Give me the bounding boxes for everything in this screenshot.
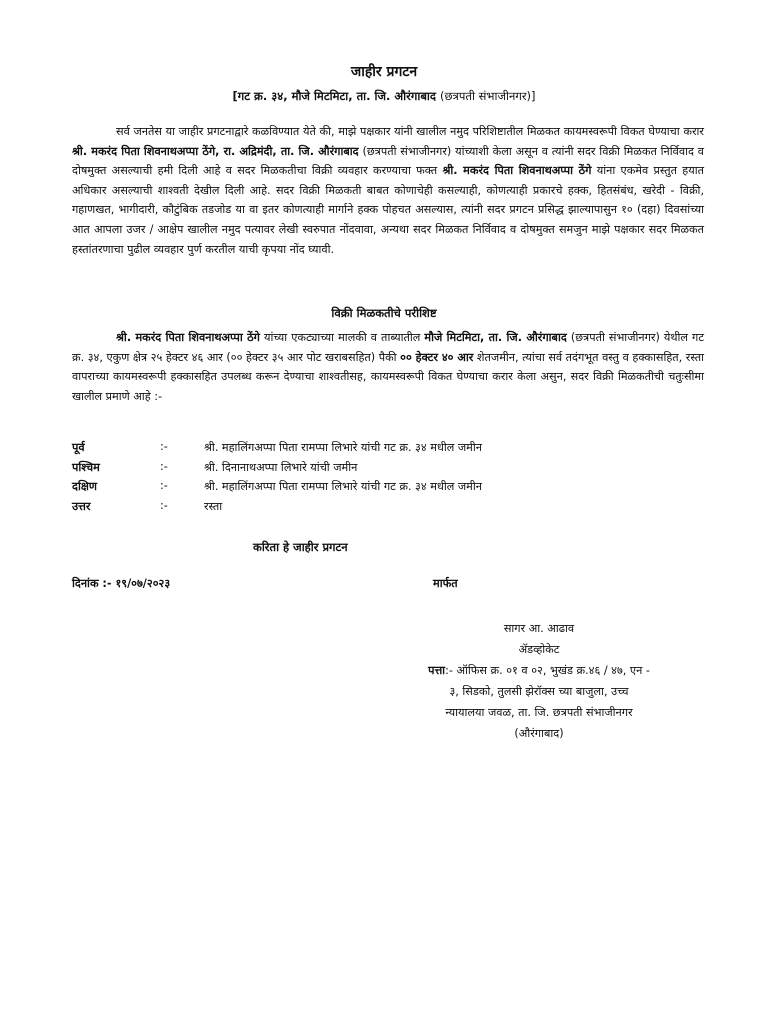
paragraph-text: यांना एकमेव प्रस्तुत हयात अधिकार असल्याची शाश्वती देखील दिली आहे. सदर विक्री मिळकती बाबत कोणाचेही कसल्याही, कोणत्याही प्रकारचे हक्क, हितसंबंध, खरेदी - विक्री, गहाणखत, भागीदारी, कौटुंबिक तडजोड या वा इतर कोणत्याही मार्गाने हक्क पोहचत असल्यास, त्यांनी सदर प्रगटन प्रसिद्ध झाल्यापासुन १० (दहा) दिवसांच्या आत आपला उजर / आक्षेप खालील नमुद पत्यावर लेखी स्वरुपात नोंदवावा, अन्यथा सदर मिळकत निर्विवाद व दोषमुक्त समजुन माझे पक्षकार सदर मिळकत हस्तांतरणाचा पुढील व्यवहार पुर्ण करतील याची कृपया नोंद घ्यावी. <box>72 164 704 256</box>
boundary-direction: पश्चिम <box>72 460 100 474</box>
address-line: ३, सिडको, तुलसी झेरॉक्स च्या बाजुला, उच्च <box>449 685 629 698</box>
address-line: (औरंगाबाद) <box>514 727 564 740</box>
advocate-designation: ॲडव्होकेट <box>518 643 560 656</box>
address-line <box>380 660 698 681</box>
boundary-row-west <box>72 460 482 480</box>
paragraph-text: (छत्रपती संभाजीनगर) यांच्याशी केला असून व त्यांनी सदर विक्री मिळकत निर्विवाद व दोषमुक्त असल्याची हमी दिली आहे व सदर मिळकतीचा विक्री व्यवहार करण्याचा फक्त <box>72 144 705 178</box>
schedule-heading: विक्री मिळकतीचे परीशिष्ट <box>331 306 437 320</box>
notice-paragraph <box>72 122 704 259</box>
boundary-separator: :- <box>160 459 168 473</box>
boundary-row-south <box>72 479 482 499</box>
paragraph-text: शेतजमीन, त्यांचा सर्व तदंगभूत वस्तु व हक्कासहित, रस्ता वापराच्या कायमस्वरूपी हक्कासहित उपलब्ध करून देण्याचा शाश्वतीसह, कायमस्वरूपी विकत घेण्याचा करार केला असुन, सदर विक्री मिळकतीची चतुःसीमा खालील प्रमाणे आहे :- <box>72 350 705 403</box>
boundary-row-north <box>72 499 482 519</box>
owner-name: श्री. मकरंद पिता शिवनाथअप्पा ठेंगे <box>442 164 592 178</box>
page-subtitle <box>0 89 768 104</box>
boundary-text: रस्ता <box>204 499 223 513</box>
boundary-separator: :- <box>160 498 168 512</box>
address-text: :- ऑफिस क्र. ०१ व ०२, भुखंड क्र.४६ / ४७, एन - <box>445 664 650 677</box>
owner-name-address: श्री. मकरंद पिता शिवनाथअप्पा ठेंगे, रा. अद्रिमंदी, ता. जि. औरंगाबाद <box>72 144 359 158</box>
through-label: मार्फत <box>433 577 458 590</box>
boundary-text: श्री. दिनानाथअप्पा लिभारे यांची जमीन <box>204 460 358 474</box>
land-area: ०० हेक्टर ४० आर <box>400 350 474 364</box>
boundaries-table <box>72 440 482 518</box>
boundary-direction: दक्षिण <box>72 480 97 494</box>
village-name: मौजे मिटमिटा, ता. जि. औरंगाबाद <box>424 331 567 344</box>
paragraph-text: यांच्या एकट्याच्या मालकी व ताब्यातील <box>259 331 425 344</box>
boundary-separator: :- <box>160 479 168 493</box>
boundary-separator: :- <box>160 440 168 453</box>
advocate-name: सागर आ. आढाव <box>503 622 575 635</box>
address-label: पत्ता <box>428 664 446 677</box>
address-line: न्यायालया जवळ, ता. जि. छत्रपती संभाजीनगर <box>445 706 633 719</box>
boundary-text: श्री. महालिंगअप्पा पिता रामप्पा लिभारे यांची गट क्र. ३४ मधील जमीन <box>204 480 482 494</box>
notice-date: दिनांक :- १९/०७/२०२३ <box>72 577 171 590</box>
boundary-row-east <box>72 440 482 460</box>
boundary-direction: उत्तर <box>72 499 91 513</box>
boundary-direction: पूर्व <box>72 441 85 454</box>
paragraph-text: (छत्रपती संभाजीनगर) येथील गट क्र. ३४, एकुण क्षेत्र २५ हेक्टर ४६ आर (०० हेक्टर ३५ आर पोट खराबसहित) पैकी <box>72 331 704 364</box>
signature-block <box>380 618 698 744</box>
subtitle-normal-part: (छत्रपती संभाजीनगर)] <box>440 89 536 103</box>
page-title: जाहीर प्रगटन <box>350 64 418 80</box>
notice-closing: करिता हे जाहीर प्रगटन <box>253 540 348 554</box>
boundary-text: श्री. महालिंगअप्पा पिता रामप्पा लिभारे यांची गट क्र. ३४ मधील जमीन <box>204 441 482 454</box>
schedule-paragraph <box>72 328 704 406</box>
paragraph-text: सर्व जनतेस या जाहीर प्रगटनाद्वारे कळविण्यात येते की, माझे पक्षकार यांनी खालील नमुद परिशिष्टातील मिळकत कायमस्वरूपी विकत घेण्याचा करार <box>116 125 704 138</box>
owner-name: श्री. मकरंद पिता शिवनाथअप्पा ठेंगे <box>116 331 260 344</box>
subtitle-bold-part: [गट क्र. ३४, मौजे मिटमिटा, ता. जि. औरंगाबाद <box>232 89 436 103</box>
